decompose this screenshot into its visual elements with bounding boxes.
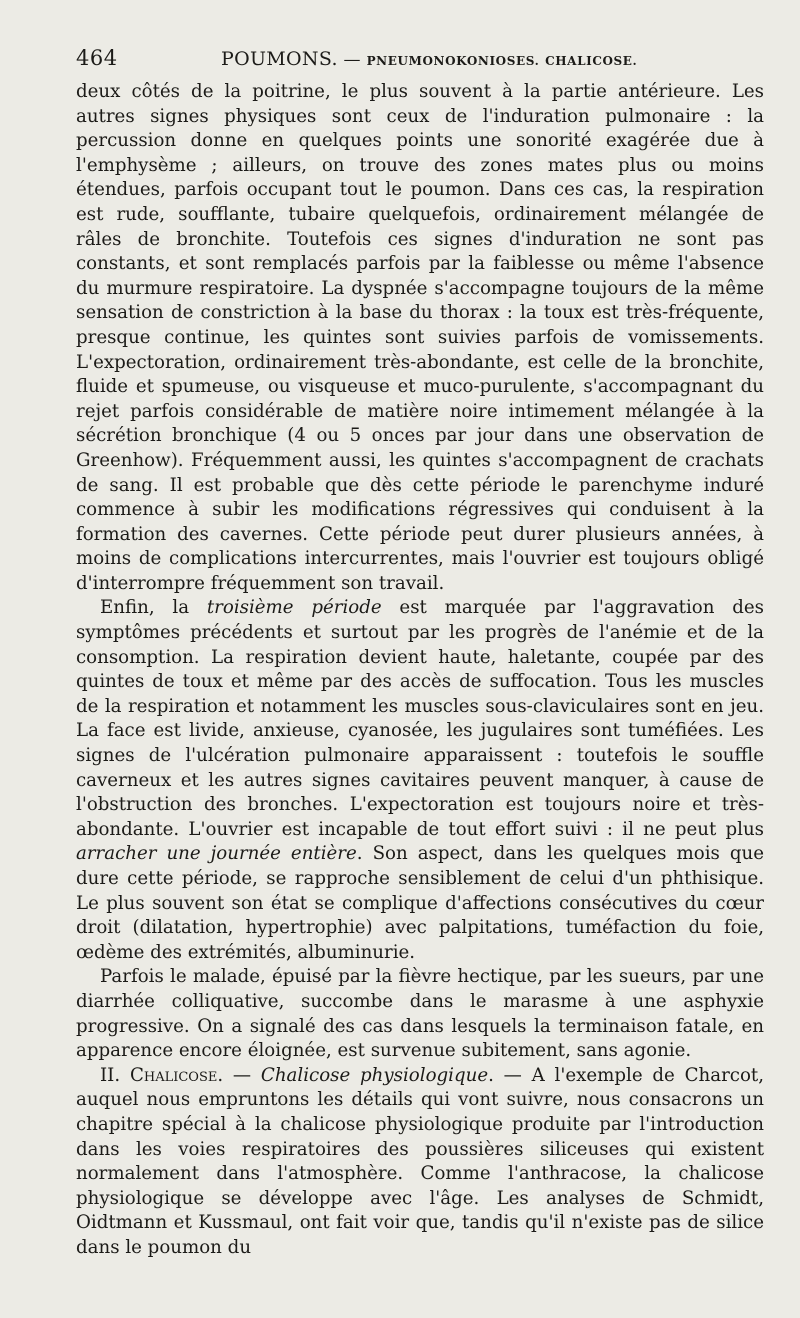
running-head-separator: — xyxy=(343,50,361,70)
paragraph-continued: deux côtés de la poitrine, le plus souvent à la partie antérieure. Les autres signes physiques sont ceux de l'induration pulmonaire : la percussion donne en quelques points une sonorité exagérée due à l'emphysème ; ailleurs, on trouve des zones mates plus ou moins étendues, parfois occupant tout le poumon. Dans ces cas, la respiration est rude, soufflante, tubaire quelquefois, ordinairement mélangée de râles de bronchite. Toutefois ces signes d'induration ne sont pas constants, et sont remplacés parfois par la faiblesse ou même l'absence du murmure respiratoire. La dyspnée s'accompagne toujours de la même sensation de constriction à la base du thorax : la toux est très-fréquente, presque continue, les quintes sont suivies parfois de vomissements. L'expectoration, ordinairement très-abondante, est celle de la bronchite, fluide et spumeuse, ou visqueuse et muco-purulente, s'accompagnant du rejet parfois considérable de matière noire intimement mélangée à la sécrétion bronchique (4 ou 5 onces par jour dans une observation de Greenhow). Fréquemment aussi, les quintes s'accompagnent de crachats de sang. Il est probable que dès cette période le parenchyme induré commence à subir les modifications régressives qui conduisent à la formation des cavernes. Cette période peut durer plusieurs années, à moins de complications intercurrentes, mais l'ouvrier est toujours obligé d'interrompre fréquemment son travail. xyxy=(76,81,764,594)
running-head-section: PNEUMONOKONIOSES. xyxy=(366,54,540,68)
italic-phrase: arracher une journée entière xyxy=(76,843,357,865)
running-head xyxy=(221,48,637,70)
page-number: 464 xyxy=(76,46,118,70)
section-heading: Chalicose xyxy=(129,1064,218,1086)
section-number: II. xyxy=(100,1064,130,1086)
text-run: Enfin, la xyxy=(100,597,207,619)
paragraph-third-period xyxy=(76,596,764,965)
italic-term: troisième période xyxy=(206,597,382,619)
text-run: . Son aspect, dans les quelques mois que dure cette période, se rapproche sensiblement de celui d'un phthisique. Le plus souvent son état se complique d'affections consécutives du cœur droit (dilatation, hypertrophie) avec palpitations, tuméfaction du foie, œdème des extrémités, albuminurie. xyxy=(76,843,764,963)
running-head-title: POUMONS. xyxy=(221,48,338,70)
italic-subheading: Chalicose physiologique xyxy=(260,1064,489,1086)
text-run: . — A l'exemple de Charcot, auquel nous empruntons les détails qui vont suivre, nous consacrons un chapitre spécial à la chalicose physiologique produite par l'introduction dans les voies respiratoires des poussières siliceuses qui existent normalement dans l'atmosphère. Comme l'anthracose, la chalicose physiologique se développe avec l'âge. Les analyses de Schmidt, Oidtmann et Kussmaul, ont fait voir que, tandis qu'il n'existe pas de silice dans le poumon du xyxy=(76,1064,764,1258)
body-text xyxy=(76,80,764,1261)
paragraph-chalicose xyxy=(76,1064,764,1261)
running-head-subsection: CHALICOSE. xyxy=(545,54,638,68)
page-header xyxy=(76,44,764,78)
paragraph-outcome: Parfois le malade, épuisé par la fièvre hectique, par les sueurs, par une diarrhée colliquative, succombe dans le marasme à une asphyxie progressive. On a signalé des cas dans lesquels la terminaison fatale, en apparence encore éloignée, est survenue subitement, sans agonie. xyxy=(76,966,764,1062)
text-run: . — xyxy=(217,1064,261,1086)
text-run: est marquée par l'aggravation des symptômes précédents et surtout par les progrès de l'anémie et de la consomption. La respiration devient haute, haletante, coupée par des quintes de toux et même par des accès de suffocation. Tous les muscles de la respiration et notamment les muscles sous-claviculaires sont en jeu. La face est livide, anxieuse, cyanosée, les jugulaires sont tuméfiées. Les signes de l'ulcération pulmonaire apparaissent : toutefois le souffle caverneux et les autres signes cavitaires peuvent manquer, à cause de l'obstruction des bronches. L'expectoration est toujours noire et très-abondante. L'ouvrier est incapable de tout effort suivi : il ne peut plus xyxy=(76,597,764,840)
